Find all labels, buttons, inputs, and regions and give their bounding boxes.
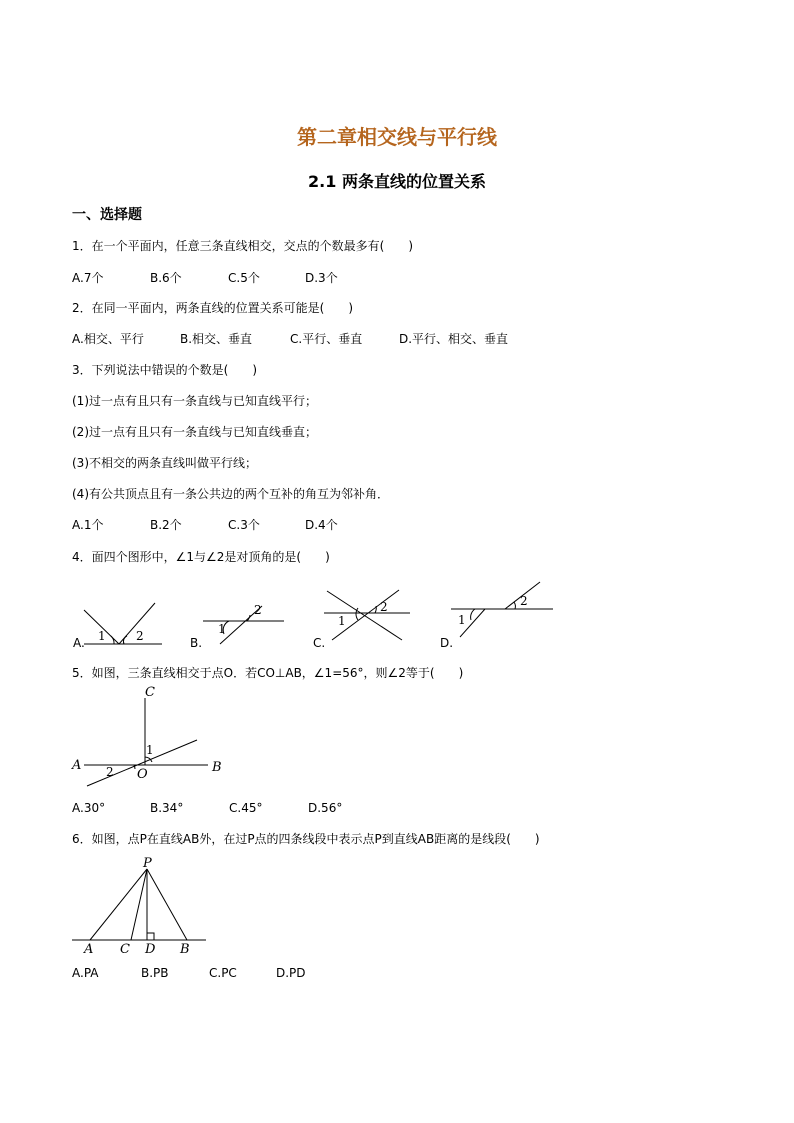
q4-c-angle-2: 2	[380, 600, 388, 614]
q4-label-d: D.	[440, 636, 454, 650]
q5-angle-1: 1	[146, 743, 154, 757]
q5-stem: 5．如图，三条直线相交于点O．若CO⊥AB，∠1=56°，则∠2等于( )	[72, 666, 464, 680]
q3-option-a: A.1个	[72, 518, 104, 532]
q5-option-c: C.45°	[229, 801, 263, 815]
q4-d-angle-1: 1	[458, 613, 466, 627]
q5-option-d: D.56°	[308, 801, 343, 815]
q2-option-d: D.平行、相交、垂直	[399, 332, 509, 346]
q3-option-b: B.2个	[150, 518, 182, 532]
q6-stem: 6．如图，点P在直线AB外，在过P点的四条线段中表示点P到直线AB距离的是线段( )	[72, 832, 540, 846]
q1-option-a: A.7个	[72, 271, 104, 285]
q4-b-angle-1: 1	[218, 622, 226, 636]
q5-point-a: A	[72, 758, 82, 773]
section-title: 2.1 两条直线的位置关系	[308, 172, 486, 191]
q4-figure-c	[324, 590, 410, 640]
q4-label-b: B.	[190, 636, 203, 650]
q6-option-c: C.PC	[209, 966, 237, 980]
q4-b-angle-2: 2	[254, 603, 262, 617]
q4-c-angle-1: 1	[338, 614, 346, 628]
q3-statement-3: (3)不相交的两条直线叫做平行线；	[72, 456, 257, 470]
q5-option-a: A.30°	[72, 801, 106, 815]
q6-option-b: B.PB	[141, 966, 169, 980]
q3-statement-1: (1)过一点有且只有一条直线与已知直线平行；	[72, 394, 317, 408]
q2-stem: 2．在同一平面内，两条直线的位置关系可能是( )	[72, 301, 354, 315]
q4-label-a: A.	[73, 636, 85, 650]
q6-point-p: P	[143, 856, 152, 871]
q6-option-d: D.PD	[276, 966, 306, 980]
q4-a-angle-1: 1	[98, 629, 106, 643]
q4-label-c: C.	[313, 636, 326, 650]
q3-stem: 3．下列说法中错误的个数是( )	[72, 363, 257, 377]
q6-point-c: C	[120, 942, 130, 957]
q3-option-d: D.4个	[305, 518, 338, 532]
q4-figure-b	[203, 606, 284, 644]
q3-statement-4: (4)有公共顶点且有一条公共边的两个互补的角互为邻补角．	[72, 487, 390, 501]
q3-option-c: C.3个	[228, 518, 260, 532]
q1-option-b: B.6个	[150, 271, 182, 285]
q3-statement-2: (2)过一点有且只有一条直线与已知直线垂直；	[72, 425, 317, 439]
q6-point-b: B	[180, 942, 190, 957]
q1-option-c: C.5个	[228, 271, 260, 285]
q5-point-b: B	[212, 760, 222, 775]
q5-option-b: B.34°	[150, 801, 184, 815]
q4-d-angle-2: 2	[520, 594, 528, 608]
q5-point-o: O	[137, 767, 148, 782]
q1-option-d: D.3个	[305, 271, 338, 285]
part-heading: 一、选择题	[72, 207, 142, 223]
q1-stem: 1．在一个平面内，任意三条直线相交，交点的个数最多有( )	[72, 239, 414, 253]
q4-figure-d	[451, 582, 553, 637]
q4-stem: 4．面四个图形中，∠1与∠2是对顶角的是( )	[72, 550, 330, 564]
q2-option-b: B.相交、垂直	[180, 332, 253, 346]
q5-point-c: C	[145, 685, 155, 700]
q4-a-angle-2: 2	[136, 629, 144, 643]
q2-option-c: C.平行、垂直	[290, 332, 363, 346]
q5-angle-2: 2	[106, 765, 114, 779]
q6-option-a: A.PA	[72, 966, 99, 980]
q2-option-a: A.相交、平行	[72, 332, 144, 346]
q6-point-a: A	[84, 942, 94, 957]
chapter-title: 第二章相交线与平行线	[297, 125, 497, 149]
q6-point-d: D	[145, 942, 156, 957]
q4-figure-a	[84, 603, 162, 644]
